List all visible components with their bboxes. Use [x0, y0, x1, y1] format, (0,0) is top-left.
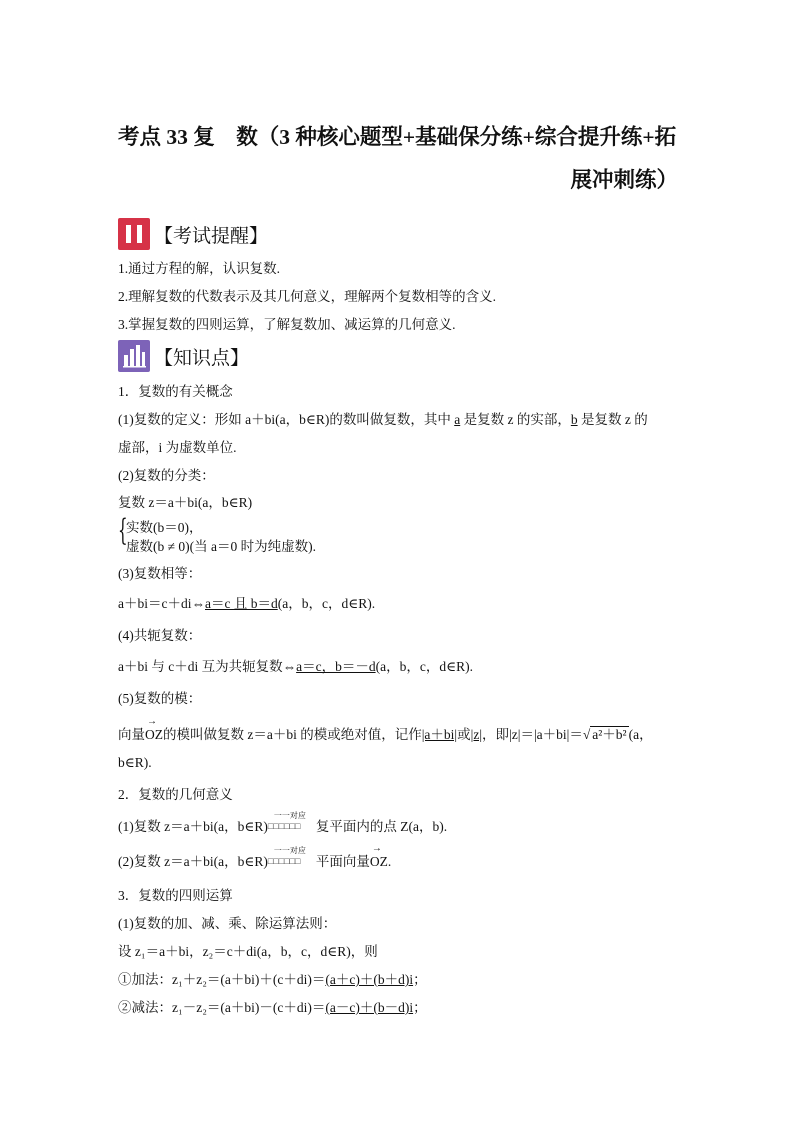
geometric-vector-line — [118, 846, 392, 870]
exam-item: 3.掌握复数的四则运算，了解复数加、减运算的几何意义. — [118, 317, 456, 332]
text: ； — [413, 972, 427, 987]
arrow-label: 一一对应 — [273, 811, 306, 820]
imaginary-number-case: 虚数(b ≠ 0)(当 a＝0 时为纯虚数). — [126, 539, 317, 554]
sqrt-content: a²＋b² — [592, 727, 627, 742]
underlined-answer: a＝c，b＝－d — [296, 659, 376, 674]
geometric-point-line — [118, 811, 448, 835]
operations-setup: 设 z₁＝a＋bi，z₂＝c＋di(a，b，c，d∈R)，则 — [118, 944, 378, 959]
text: (2)复数 z＝a＋bi(a，b∈R) — [118, 854, 268, 869]
arrow-glyphs: □□□□□□ — [267, 856, 301, 866]
bar-chart-icon — [118, 340, 150, 372]
exam-reminder-title: 【考试提醒】 — [154, 224, 269, 247]
text: a＋bi＝c＋di⇔ — [118, 596, 205, 611]
heading-concepts: 1．复数的有关概念 — [118, 384, 233, 399]
text: ； — [413, 1000, 427, 1015]
modulus-heading: (5)复数的模： — [118, 691, 202, 706]
text: (1)复数的定义：形如 a＋bi(a，b∈R)的数叫做复数，其中 — [118, 412, 455, 427]
text: (1)复数 z＝a＋bi(a，b∈R) — [118, 819, 268, 834]
heading-operations: 3．复数的四则运算 — [118, 888, 233, 903]
text: . — [387, 854, 392, 869]
left-brace: { — [118, 513, 128, 548]
operations-heading: (1)复数的加、减、乘、除运算法则： — [118, 916, 337, 931]
arrow-glyphs: □□□□□□ — [267, 821, 301, 831]
text: 复平面内的点 Z(a，b). — [315, 819, 448, 834]
underlined-answer: a＝c 且 b＝d — [205, 596, 278, 611]
underlined-answer: (a＋c)＋(b＋d)i — [325, 972, 414, 987]
exam-reminder-header — [118, 218, 268, 250]
knowledge-title: 【知识点】 — [154, 346, 250, 369]
text: ①加法：z₁＋z₂＝(a＋bi)＋(c＋di)＝ — [118, 972, 326, 987]
definition-line — [118, 408, 648, 428]
modulus-formula — [118, 723, 653, 743]
underlined-answer: |a＋bi| — [421, 727, 458, 742]
classification-formula: 复数 z＝a＋bi(a，b∈R) — [118, 495, 253, 510]
modulus-formula-2: b∈R). — [118, 755, 152, 770]
definition-line-2: 虚部，i 为虚数单位. — [118, 440, 237, 455]
exam-item: 1.通过方程的解，认识复数. — [118, 261, 280, 276]
sqrt-symbol: √ — [582, 727, 591, 742]
page-title-line2: 展冲刺练） — [570, 168, 678, 192]
exam-item: 2.理解复数的代数表示及其几何意义，理解两个复数相等的含义. — [118, 289, 496, 304]
one-to-one-arrow — [267, 811, 316, 832]
pause-bars-icon — [118, 218, 150, 250]
addition-rule — [118, 968, 427, 988]
heading-geometric: 2．复数的几何意义 — [118, 787, 233, 802]
one-to-one-arrow — [267, 846, 316, 867]
text: 平面向量 — [315, 854, 370, 869]
equality-heading: (3)复数相等： — [118, 566, 202, 581]
conjugate-heading: (4)共轭复数： — [118, 628, 202, 643]
text: (a， — [628, 727, 653, 742]
text: (a，b，c，d∈R). — [375, 659, 473, 674]
text: ②减法：z₁－z₂＝(a＋bi)－(c＋di)＝ — [118, 1000, 326, 1015]
text: 或 — [457, 727, 471, 742]
conjugate-formula — [118, 655, 473, 675]
underlined-answer: |z| — [470, 727, 483, 742]
classification-heading: (2)复数的分类： — [118, 468, 215, 483]
vector-oz: → OZ — [370, 854, 388, 870]
underlined-answer: (a－c)＋(b－d)i — [325, 1000, 414, 1015]
text: 是复数 z 的 — [577, 412, 648, 427]
equality-formula — [118, 592, 375, 612]
text: 是复数 z 的实部， — [460, 412, 571, 427]
text: a＋bi 与 c＋di 互为共轭复数⇔ — [118, 659, 297, 674]
underlined-answer: a — [454, 412, 461, 427]
page-title-line1: 考点 33 复 数（3 种核心题型+基础保分练+综合提升练+拓 — [118, 125, 677, 149]
text: 向量 — [118, 727, 145, 742]
real-number-case: 实数(b＝0)， — [126, 520, 203, 535]
arrow-label: 一一对应 — [273, 846, 306, 855]
text: (a，b，c，d∈R). — [277, 596, 376, 611]
underlined-answer: b — [570, 412, 578, 427]
knowledge-header — [118, 340, 249, 372]
text: ，即|z|＝|a＋bi|＝ — [482, 727, 583, 742]
text: 的模叫做复数 z＝a＋bi 的模或绝对值，记作 — [163, 727, 422, 742]
subtraction-rule — [118, 996, 427, 1016]
vector-oz: → OZ — [145, 727, 163, 743]
